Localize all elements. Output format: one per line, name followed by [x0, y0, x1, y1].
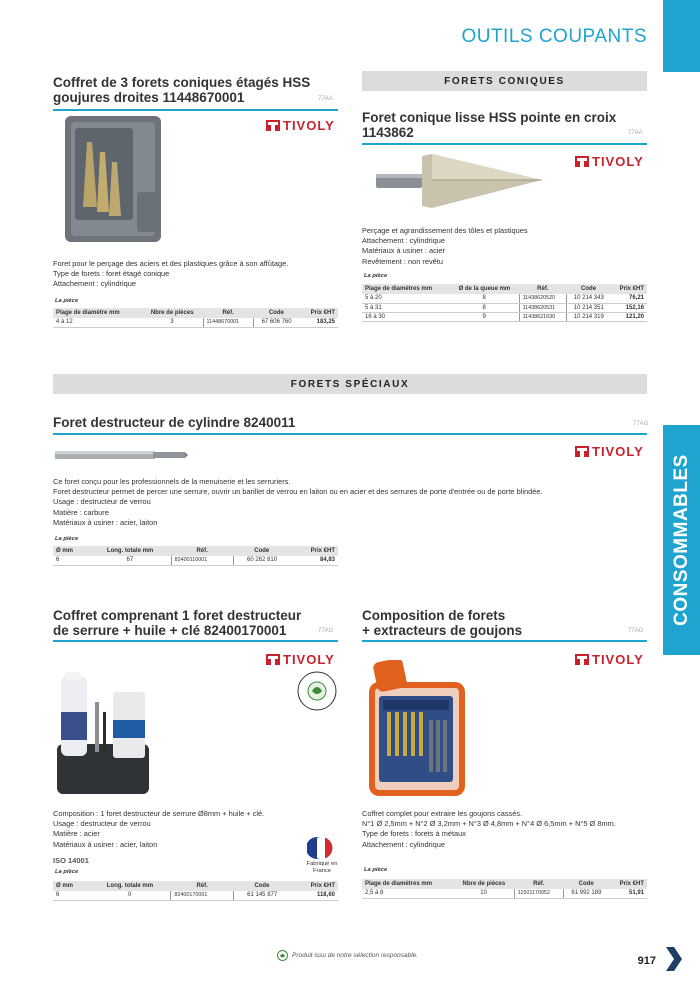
table-row	[362, 312, 647, 321]
col-header: Ø mm	[53, 881, 89, 891]
product-4-description	[53, 809, 338, 850]
cell-code: 10 214 343	[567, 294, 611, 303]
col-header: Prix €HT	[290, 546, 338, 556]
side-tab-label	[663, 425, 700, 655]
desc-line: Ce foret conçu pour les professionnels de la menuiserie et les serruriers.	[53, 477, 291, 486]
cell-ref: 11438621630	[519, 312, 567, 321]
footer-note	[277, 950, 418, 961]
cell: 10	[453, 889, 514, 898]
cell: 9	[450, 312, 519, 321]
product-3-rule	[53, 433, 647, 435]
product-4-title	[53, 608, 323, 638]
tivoly-word: TIVOLY	[283, 118, 335, 133]
desc-line: Matière : carbure	[53, 507, 109, 517]
desc-line: Matériaux à usiner : acier	[362, 246, 445, 256]
cell: 16 à 30	[362, 312, 450, 321]
desc-line: Foret pour le perçage des aciers et des plastiques grâce à son affûtage.	[53, 259, 289, 268]
col-header: Long. totale mm	[89, 546, 171, 556]
product-3-unit-label: La pièce	[55, 536, 79, 542]
desc-line: Attachement : cylindrique	[362, 236, 445, 246]
product-1-rule	[53, 109, 338, 111]
product-4-unit-label: La pièce	[55, 869, 79, 875]
cell-ref: 11438620531	[519, 303, 567, 312]
col-header: Code	[563, 879, 609, 889]
cell: 2,5 à 8	[362, 889, 453, 898]
table-header-row	[362, 284, 647, 294]
cell-ref: 11438620520	[519, 294, 567, 303]
cell-price: 183,25	[300, 318, 339, 327]
product-1-unit-label: La pièce	[55, 298, 79, 304]
cell-price: 118,60	[291, 891, 339, 900]
product-3-title: Foret destructeur de cylindre 8240011	[53, 415, 296, 430]
desc-line: Composition : 1 foret destructeur de serrure Ø8mm + huile + clé.	[53, 809, 265, 818]
tivoly-logo	[575, 154, 644, 169]
france-label: Fabriqué en France	[306, 861, 338, 874]
page-number: 917	[637, 955, 656, 967]
product-5-code: 77AG	[628, 628, 644, 634]
col-header: Nbre de pièces	[453, 879, 514, 889]
product-1-title: Coffret de 3 forets coniques étagés HSS goujures droites 11448670001	[53, 75, 311, 105]
product-2-unit-label: La pièce	[364, 273, 388, 279]
table-row	[362, 889, 647, 898]
cell-price: 76,21	[611, 294, 648, 303]
product-1-description	[53, 259, 338, 290]
cell: 8	[450, 294, 519, 303]
col-header: Code	[233, 881, 290, 891]
cell: 6	[53, 891, 89, 900]
cell-price: 51,91	[609, 889, 647, 898]
desc-line: Foret destructeur permet de percer une serrure, ouvrir un barillet de verrou en laiton ou en acier et des serrures de porte d'entrée ou de porte blindée.	[53, 487, 543, 497]
desc-line: Type de forets : foret étagé conique	[53, 269, 170, 279]
product-2-rule	[362, 143, 647, 145]
col-header: Réf.	[519, 284, 567, 294]
product-5-rule	[362, 640, 647, 642]
col-header: Ø de la queue mm	[450, 284, 519, 294]
coffret-destructeur-image	[53, 672, 153, 797]
cell-ref: 82400110001	[171, 556, 233, 565]
cell-code: 60 262 810	[233, 556, 290, 565]
desc-line: Matière : acier	[53, 829, 100, 839]
product-2-table	[362, 284, 647, 322]
cell: 3	[141, 318, 203, 327]
product-4-code: 77AG	[318, 628, 334, 634]
desc-line: Attachement : cylindrique	[362, 839, 445, 849]
col-header: Réf.	[171, 881, 234, 891]
conical-drill-image	[372, 150, 547, 215]
col-header: Plage de diamètres mm	[362, 879, 453, 889]
cell-price: 121,20	[611, 312, 648, 321]
drill-set-case-image	[57, 112, 172, 247]
cell: 67	[89, 556, 171, 565]
product-3-description	[53, 477, 647, 528]
col-header: Code	[233, 546, 290, 556]
col-header: Réf.	[203, 308, 253, 318]
product-1-table	[53, 308, 338, 328]
product-5-title-line: + extracteurs de goujons	[362, 623, 523, 638]
cell: 0	[89, 891, 171, 900]
desc-line: Usage : destructeur de verrou	[53, 497, 151, 507]
cell-code: 61 145 877	[233, 891, 290, 900]
product-5-table	[362, 879, 647, 899]
leaf-badge-icon	[277, 950, 288, 961]
product-3-code: 77AG	[633, 421, 649, 427]
section-bar-forets-speciaux: FORETS SPÉCIAUX	[53, 374, 647, 394]
table-row	[53, 318, 338, 327]
product-2-code: 77AA	[628, 130, 643, 136]
page-title: OUTILS COUPANTS	[461, 26, 647, 47]
product-4-title-line: de serrure + huile + clé 82400170001	[53, 623, 287, 638]
tivoly-word: TIVOLY	[592, 154, 644, 169]
side-tab-top-bar	[663, 0, 700, 72]
tivoly-mark-icon	[266, 120, 280, 131]
section-bar-forets-coniques: FORETS CONIQUES	[362, 71, 647, 91]
col-header: Prix €HT	[300, 308, 339, 318]
cell: 4 à 12	[53, 318, 141, 327]
col-header: Plage de diamètre mm	[53, 308, 141, 318]
cell-code: 61 992 189	[563, 889, 609, 898]
tivoly-word: TIVOLY	[592, 652, 644, 667]
col-header: Code	[253, 308, 299, 318]
tivoly-mark-icon	[575, 654, 589, 665]
col-header: Code	[567, 284, 611, 294]
desc-line: Coffret complet pour extraire les goujons cassés.	[362, 809, 523, 818]
cylinder-destroyer-drill-image	[53, 447, 188, 463]
cell: 5 à 20	[362, 294, 450, 303]
product-2-description	[362, 226, 647, 267]
cell-code: 67 606 760	[253, 318, 299, 327]
product-3-table	[53, 546, 338, 566]
tivoly-mark-icon	[575, 156, 589, 167]
next-page-chevron-icon[interactable]	[663, 945, 683, 973]
footer-note-text: Produit issu de notre sélection responsable.	[292, 952, 419, 959]
desc-line: Type de forets : forets à métaux	[362, 829, 466, 839]
table-header-row	[53, 546, 338, 556]
product-5-unit-label: La pièce	[364, 867, 388, 873]
table-row	[362, 294, 647, 303]
desc-line: N°1 Ø 2,5mm + N°2 Ø 3,2mm + N°3 Ø 4,8mm + N°4 Ø 6,5mm + N°5 Ø 8mm.	[362, 819, 616, 829]
cell: 5 à 31	[362, 303, 450, 312]
france-flag-icon	[307, 836, 335, 860]
col-header: Réf.	[171, 546, 233, 556]
tivoly-logo	[575, 652, 644, 667]
side-tab-text: CONSOMMABLES	[670, 454, 692, 626]
table-row	[53, 891, 338, 900]
tivoly-logo	[575, 444, 644, 459]
tivoly-logo	[266, 118, 335, 133]
tivoly-mark-icon	[575, 446, 589, 457]
col-header: Réf.	[514, 879, 563, 889]
table-row	[362, 303, 647, 312]
col-header: Ø mm	[53, 546, 89, 556]
col-header: Plage de diamètres mm	[362, 284, 450, 294]
col-header: Prix €HT	[611, 284, 648, 294]
cell: 6	[53, 556, 89, 565]
col-header: Nbre de pièces	[141, 308, 203, 318]
side-tab	[663, 0, 700, 992]
cell-ref: 82400170001	[171, 891, 234, 900]
product-5-title-line: Composition de forets	[362, 608, 506, 623]
selection-responsable-badge-icon	[296, 670, 338, 712]
cell-price: 84,83	[290, 556, 338, 565]
col-header: Long. totale mm	[89, 881, 171, 891]
cell-code: 10 214 319	[567, 312, 611, 321]
product-4-table	[53, 881, 338, 901]
table-row	[53, 556, 338, 565]
desc-line: Matériaux à usiner : acier, laiton	[53, 839, 158, 849]
product-5-title	[362, 608, 622, 638]
product-1-code: 77AA	[318, 96, 333, 102]
product-4-rule	[53, 640, 338, 642]
tivoly-mark-icon	[266, 654, 280, 665]
desc-line: Matériaux à usiner : acier, laiton	[53, 517, 158, 527]
table-header-row	[362, 879, 647, 889]
desc-line: Perçage et agrandissement des tôles et plastiques	[362, 226, 528, 235]
col-header: Prix €HT	[609, 879, 647, 889]
desc-line: Attachement : cylindrique	[53, 279, 136, 289]
cell-ref: 11501170052	[514, 889, 563, 898]
table-header-row	[53, 881, 338, 891]
col-header: Prix €HT	[291, 881, 339, 891]
product-4-title-line: Coffret comprenant 1 foret destructeur	[53, 608, 302, 623]
product-2-title: Foret conique lisse HSS pointe en croix 1143862	[362, 110, 617, 140]
tivoly-logo	[266, 652, 335, 667]
tivoly-word: TIVOLY	[592, 444, 644, 459]
cell: 8	[450, 303, 519, 312]
desc-line: Revêtement : non revêtu	[362, 256, 443, 266]
desc-line: Usage : destructeur de verrou	[53, 819, 151, 829]
extractor-set-case-image	[363, 660, 471, 800]
iso-label: ISO 14001	[53, 856, 89, 865]
cell-code: 10 214 351	[567, 303, 611, 312]
product-5-description	[362, 809, 647, 850]
table-header-row	[53, 308, 338, 318]
tivoly-word: TIVOLY	[283, 652, 335, 667]
cell-price: 152,16	[611, 303, 648, 312]
cell-ref: 11448670001	[203, 318, 253, 327]
